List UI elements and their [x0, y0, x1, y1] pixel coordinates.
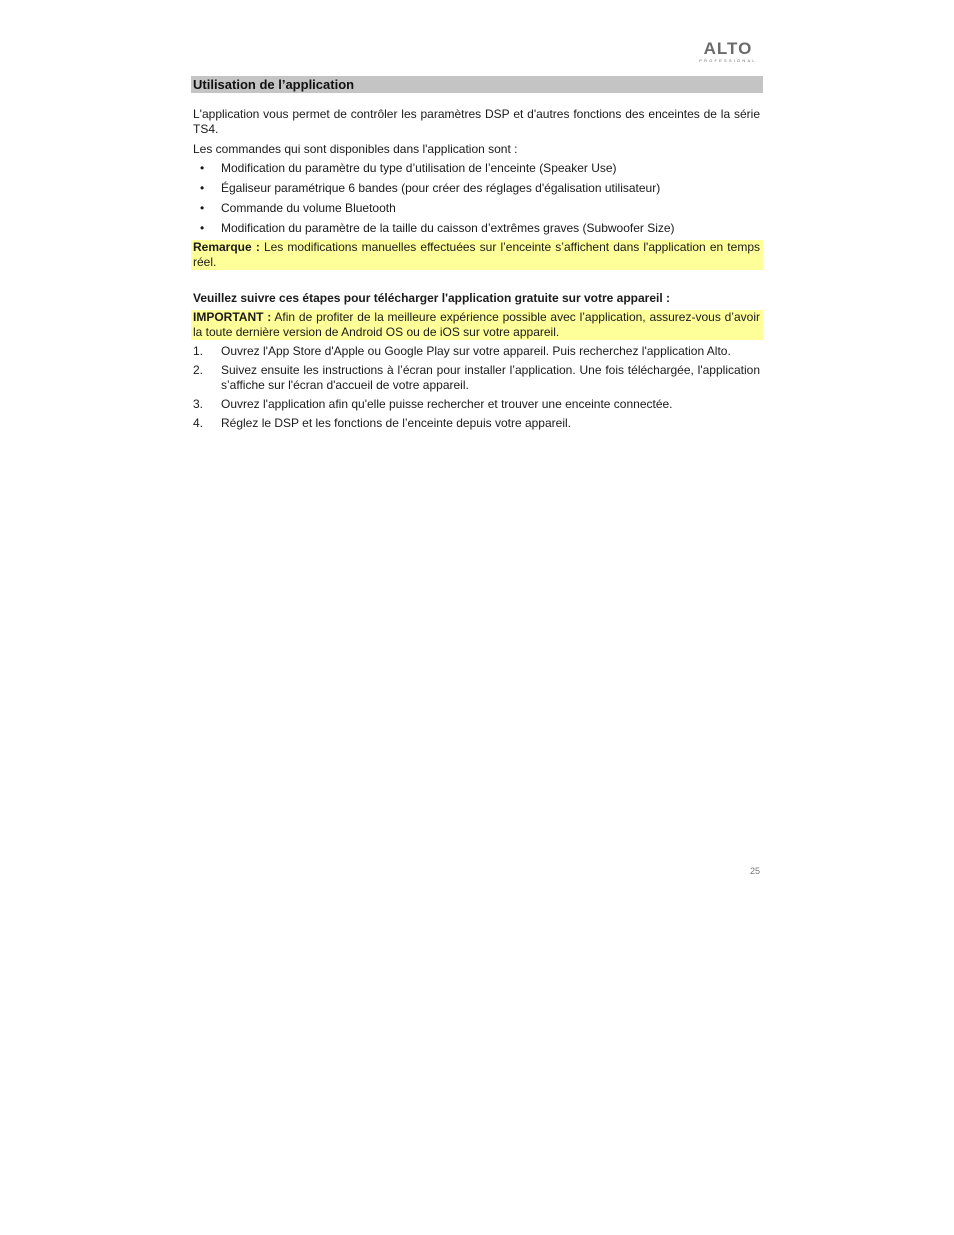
section-title: Utilisation de l’application	[191, 76, 763, 93]
list-item-text: Égaliseur paramétrique 6 bandes (pour créer des réglages d'égalisation utilisateur)	[221, 181, 661, 195]
important-note	[191, 310, 763, 340]
logo-wordmark: ALTO	[703, 39, 753, 58]
remark-note	[191, 240, 763, 270]
commands-list	[193, 161, 760, 236]
list-item	[193, 416, 760, 431]
page-content	[193, 107, 760, 435]
step-number: 4.	[193, 416, 204, 430]
steps-heading: Veuillez suivre ces étapes pour télécharger l'application gratuite sur votre appareil :	[193, 291, 671, 305]
list-item-text: Modification du paramètre de la taille du caisson d’extrêmes graves (Subwoofer Size)	[221, 221, 675, 235]
page-number: 25	[749, 866, 760, 876]
remark-label: Remarque :	[193, 240, 260, 254]
logo-subtitle: PROFESSIONAL	[699, 58, 757, 63]
important-text: Afin de profiter de la meilleure expérience possible avec l’application, assurez-vous d’avoir la toute dernière version de Android OS ou de iOS sur votre appareil.	[193, 310, 760, 339]
step-text: Ouvrez l'application afin qu'elle puisse rechercher et trouver une enceinte connectée.	[221, 397, 673, 411]
list-item	[193, 181, 760, 196]
step-number: 1.	[193, 344, 204, 358]
intro-paragraph: L'application vous permet de contrôler les paramètres DSP et d'autres fonctions des enceintes de la série TS4.	[193, 107, 760, 136]
step-number: 3.	[193, 397, 204, 411]
step-text: Suivez ensuite les instructions à l’écran pour installer l’application. Une fois téléchargée, l'application s’affiche sur l'écran d'accueil de votre appareil.	[221, 363, 760, 392]
list-item	[193, 397, 760, 412]
list-item	[193, 344, 760, 359]
remark-text: Les modifications manuelles effectuées sur l’enceinte s’affichent dans l'application en temps réel.	[193, 240, 760, 269]
steps-list	[193, 344, 760, 431]
list-item	[193, 221, 760, 236]
alto-logo	[696, 41, 760, 63]
list-item	[193, 201, 760, 216]
step-text: Réglez le DSP et les fonctions de l’enceinte depuis votre appareil.	[221, 416, 571, 430]
bullet-icon: •	[200, 161, 205, 175]
step-text: Ouvrez l'App Store d'Apple ou Google Play sur votre appareil. Puis recherchez l'application Alto.	[221, 344, 731, 358]
commands-lead: Les commandes qui sont disponibles dans l'application sont :	[193, 142, 518, 156]
bullet-icon: •	[200, 221, 205, 235]
list-item-text: Commande du volume Bluetooth	[221, 201, 396, 215]
bullet-icon: •	[200, 201, 205, 215]
step-number: 2.	[193, 363, 204, 377]
list-item	[193, 161, 760, 176]
list-item-text: Modification du paramètre du type d’utilisation de l’enceinte (Speaker Use)	[221, 161, 617, 175]
bullet-icon: •	[200, 181, 205, 195]
important-label: IMPORTANT :	[193, 310, 272, 324]
list-item	[193, 363, 760, 393]
